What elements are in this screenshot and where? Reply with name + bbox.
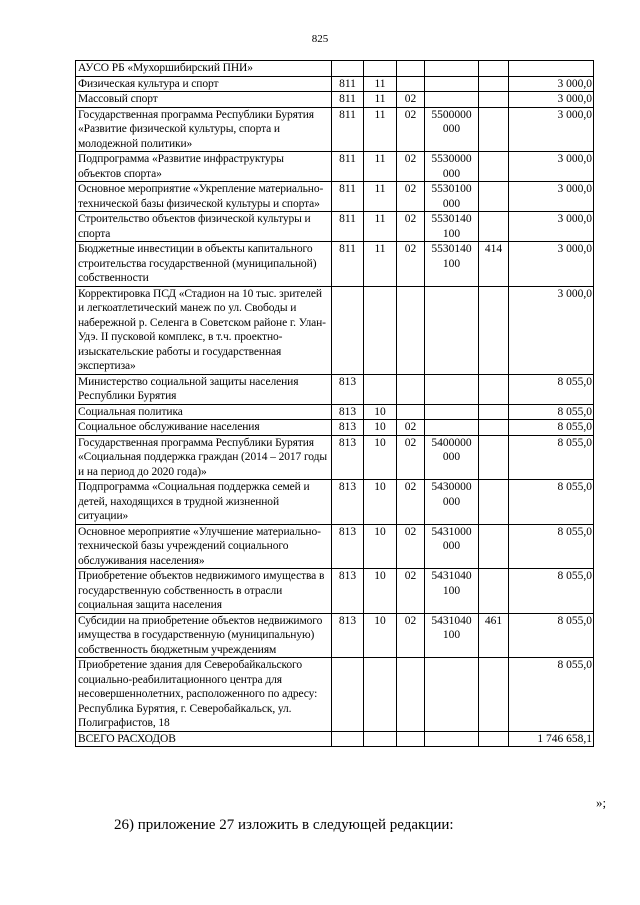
cell-ministry-code: 811: [332, 242, 364, 287]
cell-amount: 3 000,0: [509, 152, 594, 182]
cell-subsection-code: 02: [397, 182, 425, 212]
cell-amount: 8 055,0: [509, 613, 594, 658]
cell-amount: 3 000,0: [509, 76, 594, 92]
cell-amount: 8 055,0: [509, 480, 594, 525]
table-body: [76, 61, 594, 747]
cell-target-article: 5530140 100: [425, 242, 479, 287]
cell-subsection-code: 02: [397, 92, 425, 108]
cell-ministry-code: 813: [332, 435, 364, 480]
cell-expense-type: [479, 480, 509, 525]
cell-name: Министерство социальной защиты населения Республики Бурятия: [76, 374, 332, 404]
cell-ministry-code: 811: [332, 152, 364, 182]
cell-amount: 3 000,0: [509, 242, 594, 287]
cell-target-article: 5400000 000: [425, 435, 479, 480]
cell-amount: 8 055,0: [509, 524, 594, 569]
cell-name: Социальное обслуживание населения: [76, 420, 332, 436]
cell-subsection-code: 02: [397, 613, 425, 658]
cell-target-article: [425, 658, 479, 732]
cell-target-article: 5500000 000: [425, 107, 479, 152]
cell-subsection-code: 02: [397, 107, 425, 152]
table-row: [76, 404, 594, 420]
table-row: [76, 569, 594, 614]
cell-subsection-code: 02: [397, 152, 425, 182]
cell-section-code: 11: [364, 182, 397, 212]
cell-name: Основное мероприятие «Укрепление материально-технической базы физической культуры и спорта»: [76, 182, 332, 212]
cell-target-article: [425, 420, 479, 436]
cell-name: Строительство объектов физической культуры и спорта: [76, 212, 332, 242]
expenditure-table: [75, 60, 594, 747]
cell-amount: 3 000,0: [509, 182, 594, 212]
cell-subsection-code: 02: [397, 480, 425, 525]
cell-expense-type: [479, 435, 509, 480]
cell-subsection-code: [397, 731, 425, 747]
cell-ministry-code: 811: [332, 107, 364, 152]
cell-section-code: 11: [364, 76, 397, 92]
table-row: [76, 374, 594, 404]
closing-quote: »;: [596, 795, 607, 810]
cell-name: Государственная программа Республики Бурятия «Социальная поддержка граждан (2014 – 2017 годы и на период до 2020 года)»: [76, 435, 332, 480]
cell-section-code: 10: [364, 404, 397, 420]
cell-name: Бюджетные инвестиции в объекты капитального строительства государственной (муниципальной) собственности: [76, 242, 332, 287]
cell-expense-type: [479, 286, 509, 374]
cell-amount: 3 000,0: [509, 92, 594, 108]
cell-expense-type: [479, 404, 509, 420]
cell-expense-type: [479, 212, 509, 242]
cell-subsection-code: [397, 404, 425, 420]
cell-name: Подпрограмма «Развитие инфраструктуры объектов спорта»: [76, 152, 332, 182]
cell-subsection-code: [397, 658, 425, 732]
cell-ministry-code: [332, 731, 364, 747]
cell-ministry-code: 811: [332, 92, 364, 108]
cell-section-code: 10: [364, 420, 397, 436]
cell-subsection-code: [397, 374, 425, 404]
cell-ministry-code: 811: [332, 212, 364, 242]
cell-target-article: 5431040 100: [425, 569, 479, 614]
cell-ministry-code: [332, 286, 364, 374]
table-row: [76, 731, 594, 747]
cell-expense-type: [479, 92, 509, 108]
cell-ministry-code: 813: [332, 524, 364, 569]
cell-subsection-code: 02: [397, 420, 425, 436]
cell-subsection-code: [397, 76, 425, 92]
cell-ministry-code: 813: [332, 480, 364, 525]
cell-target-article: [425, 76, 479, 92]
cell-section-code: 10: [364, 569, 397, 614]
cell-expense-type: [479, 61, 509, 77]
cell-name: Социальная политика: [76, 404, 332, 420]
cell-subsection-code: 02: [397, 242, 425, 287]
cell-ministry-code: 813: [332, 420, 364, 436]
cell-section-code: [364, 731, 397, 747]
cell-target-article: 5530100 000: [425, 182, 479, 212]
cell-section-code: 10: [364, 613, 397, 658]
cell-amount: [509, 61, 594, 77]
table-row: [76, 480, 594, 525]
cell-target-article: [425, 286, 479, 374]
cell-ministry-code: [332, 61, 364, 77]
table-row: [76, 658, 594, 732]
cell-amount: 8 055,0: [509, 435, 594, 480]
cell-amount: 3 000,0: [509, 286, 594, 374]
cell-subsection-code: 02: [397, 569, 425, 614]
table-row: [76, 613, 594, 658]
cell-name: АУСО РБ «Мухоршибирский ПНИ»: [76, 61, 332, 77]
cell-ministry-code: 811: [332, 182, 364, 212]
cell-section-code: 11: [364, 107, 397, 152]
table-row: [76, 420, 594, 436]
cell-expense-type: [479, 76, 509, 92]
cell-expense-type: [479, 182, 509, 212]
cell-expense-type: [479, 374, 509, 404]
table-row: [76, 107, 594, 152]
cell-section-code: 11: [364, 212, 397, 242]
cell-section-code: 10: [364, 480, 397, 525]
table-row: [76, 524, 594, 569]
cell-target-article: 5431000 000: [425, 524, 479, 569]
cell-section-code: 10: [364, 524, 397, 569]
cell-subsection-code: 02: [397, 435, 425, 480]
cell-target-article: 5430000 000: [425, 480, 479, 525]
cell-subsection-code: 02: [397, 524, 425, 569]
cell-subsection-code: [397, 61, 425, 77]
cell-ministry-code: 813: [332, 569, 364, 614]
page-number: 825: [311, 33, 329, 45]
cell-section-code: 11: [364, 92, 397, 108]
cell-amount: 8 055,0: [509, 404, 594, 420]
cell-ministry-code: 813: [332, 374, 364, 404]
cell-section-code: 11: [364, 152, 397, 182]
cell-amount: 3 000,0: [509, 212, 594, 242]
cell-target-article: 5530140 100: [425, 212, 479, 242]
cell-ministry-code: 811: [332, 76, 364, 92]
cell-target-article: 5530000 000: [425, 152, 479, 182]
cell-ministry-code: 813: [332, 404, 364, 420]
cell-subsection-code: [397, 286, 425, 374]
cell-expense-type: 414: [479, 242, 509, 287]
table-row: [76, 286, 594, 374]
cell-section-code: 11: [364, 242, 397, 287]
cell-name: Физическая культура и спорт: [76, 76, 332, 92]
cell-expense-type: [479, 107, 509, 152]
cell-target-article: [425, 61, 479, 77]
cell-amount: 8 055,0: [509, 420, 594, 436]
cell-name: Субсидии на приобретение объектов недвижимого имущества в государственную (муниципальную) собственность бюджетным учреждениям: [76, 613, 332, 658]
cell-expense-type: [479, 569, 509, 614]
table-row: [76, 212, 594, 242]
cell-expense-type: 461: [479, 613, 509, 658]
table-row: [76, 435, 594, 480]
cell-expense-type: [479, 658, 509, 732]
cell-name: Приобретение здания для Северобайкальского социально-реабилитационного центра для несовершеннолетних, расположенного по адресу: Республика Бурятия, г. Северобайкальск, ул. Полиграфистов, 18: [76, 658, 332, 732]
cell-amount: 3 000,0: [509, 107, 594, 152]
cell-expense-type: [479, 524, 509, 569]
cell-amount: 8 055,0: [509, 658, 594, 732]
cell-target-article: [425, 404, 479, 420]
cell-expense-type: [479, 420, 509, 436]
amendment-instruction: 26) приложение 27 изложить в следующей редакции:: [114, 817, 454, 833]
cell-target-article: [425, 731, 479, 747]
cell-target-article: [425, 374, 479, 404]
table-row: [76, 76, 594, 92]
cell-section-code: 10: [364, 435, 397, 480]
cell-ministry-code: 813: [332, 613, 364, 658]
cell-name: Массовый спорт: [76, 92, 332, 108]
cell-section-code: [364, 658, 397, 732]
cell-name: Приобретение объектов недвижимого имущества в государственную собственность в отрасли социальная защита населения: [76, 569, 332, 614]
cell-section-code: [364, 374, 397, 404]
table-row: [76, 242, 594, 287]
cell-name: Основное мероприятие «Улучшение материально-технической базы учреждений социального обслуживания населения»: [76, 524, 332, 569]
table-row: [76, 152, 594, 182]
cell-amount: 1 746 658,1: [509, 731, 594, 747]
cell-name: Подпрограмма «Социальная поддержка семей и детей, находящихся в трудной жизненной ситуации»: [76, 480, 332, 525]
cell-target-article: 5431040 100: [425, 613, 479, 658]
cell-ministry-code: [332, 658, 364, 732]
cell-target-article: [425, 92, 479, 108]
cell-subsection-code: 02: [397, 212, 425, 242]
cell-expense-type: [479, 731, 509, 747]
cell-name: ВСЕГО РАСХОДОВ: [76, 731, 332, 747]
cell-section-code: [364, 61, 397, 77]
cell-amount: 8 055,0: [509, 569, 594, 614]
cell-name: Корректировка ПСД «Стадион на 10 тыс. зрителей и легкоатлетический манеж по ул. Свободы и набережной р. Селенга в Советском районе г. Улан-Удэ. II пусковой комплекс, в т.ч. проектно-изыскательские работы и государственная экспертиза»: [76, 286, 332, 374]
table-row: [76, 182, 594, 212]
cell-amount: 8 055,0: [509, 374, 594, 404]
table-row: [76, 61, 594, 77]
cell-expense-type: [479, 152, 509, 182]
cell-name: Государственная программа Республики Бурятия «Развитие физической культуры, спорта и молодежной политики»: [76, 107, 332, 152]
table-row: [76, 92, 594, 108]
cell-section-code: [364, 286, 397, 374]
